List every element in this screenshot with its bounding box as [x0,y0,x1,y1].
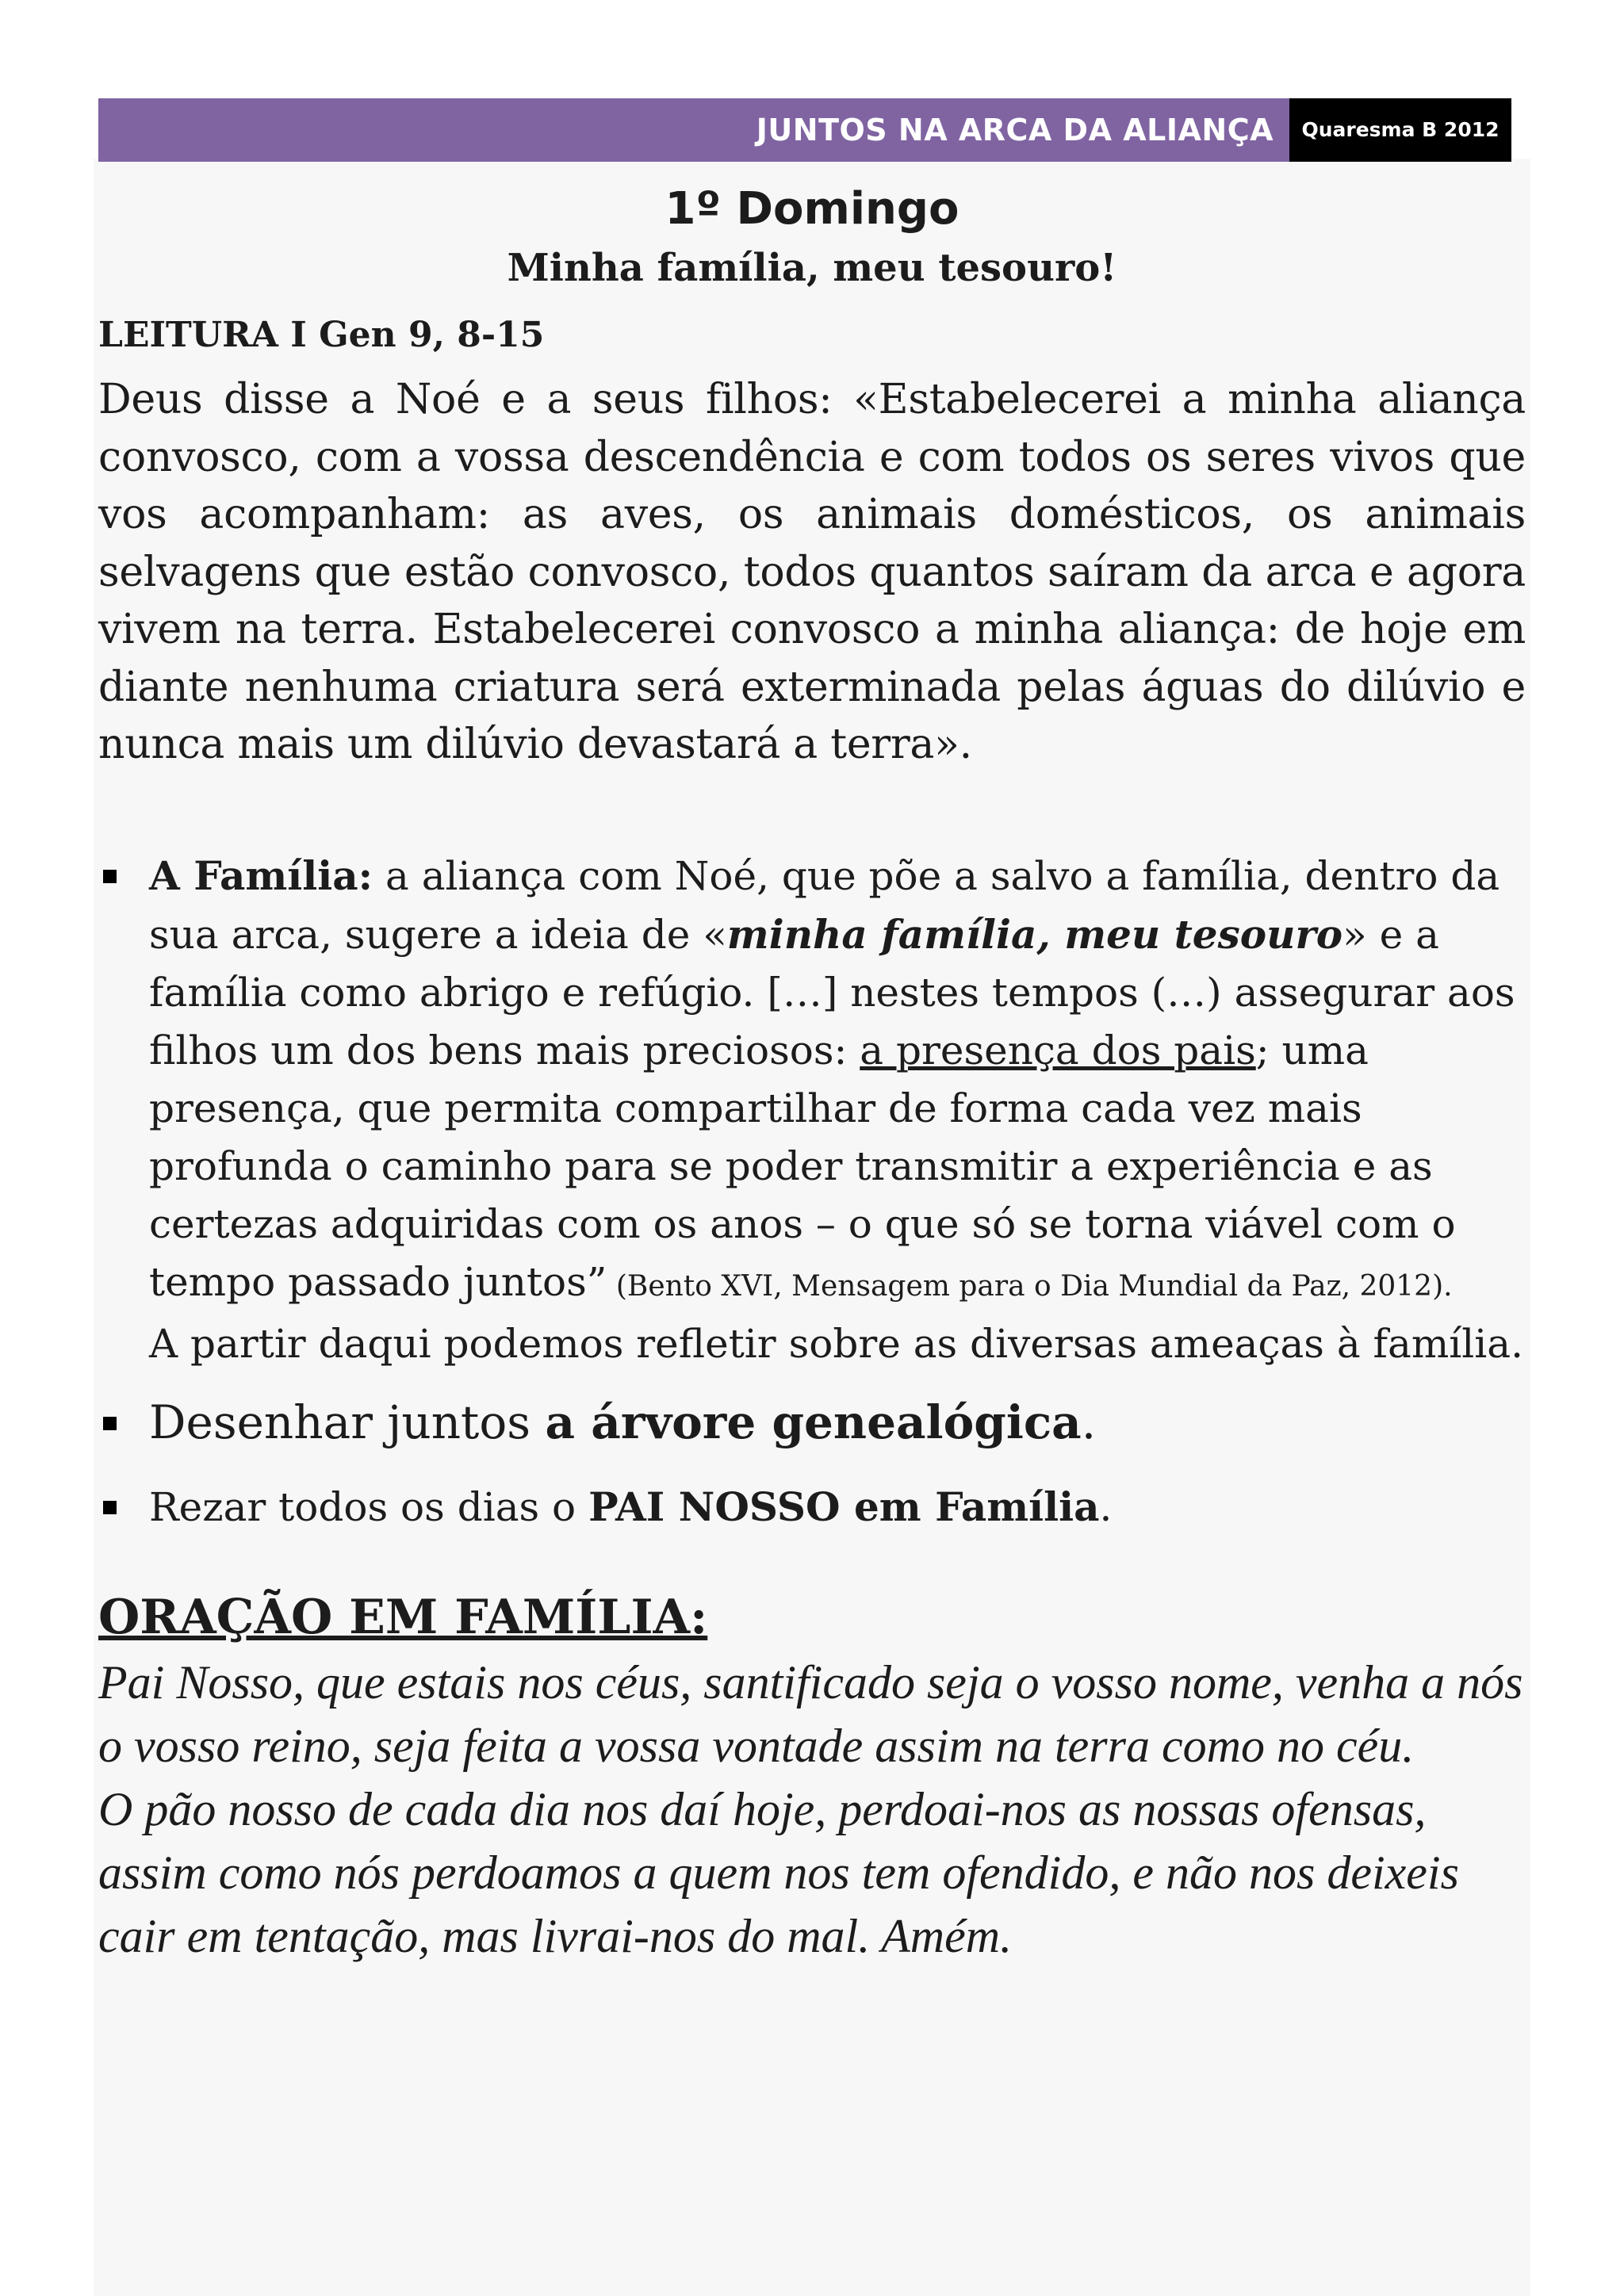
family-underlined: a presença dos pais [860,1027,1256,1073]
prayer-paragraph-2: O pão nosso de cada dia nos daí hoje, perdoai-nos as nossas ofensas, assim como nós perdoamos a quem nos tem ofendido, e não nos deixeis cair em tentação, mas livrai-nos do mal. Amém. [98,1782,1459,1962]
tree-prefix: Desenhar juntos [149,1395,546,1449]
family-citation: (Bento XVI, Mensagem para o Dia Mundial da Paz, 2012). [607,1269,1453,1303]
bullet-list [98,847,1526,1536]
family-text-2: » e a família como abrigo e refúgio. […] nestes tempos (…) assegurar aos filhos um dos bens mais preciosos: [149,911,1515,1073]
header-tag: Quaresma B 2012 [1289,98,1511,162]
page-title: 1º Domingo [665,183,959,235]
square-bullet-icon [103,1501,117,1514]
pray-suffix: . [1099,1483,1113,1530]
family-emphasis: minha família, meu tesouro [726,910,1343,958]
family-label: A Família: [149,851,373,899]
reading-reference: LEITURA I Gen 9, 8-15 [98,315,545,355]
prayer-paragraph-1: Pai Nosso, que estais nos céus, santificado seja o vosso nome, venha a nós o vosso reino, seja feita a vossa vontade assim na terra como no céu. [98,1655,1523,1772]
pray-bold: PAI NOSSO em Família [588,1483,1100,1530]
family-reflection: A partir daqui podemos refletir sobre as diversas ameaças à família. [149,1320,1523,1367]
tree-bold: a árvore genealógica [545,1395,1082,1449]
square-bullet-icon [103,870,117,883]
bullet-family [98,847,1526,1373]
bullet-pray [98,1478,1526,1536]
bullet-tree [98,1391,1526,1454]
page-subtitle: Minha família, meu tesouro! [507,246,1117,290]
prayer-heading: ORAÇÃO EM FAMÍLIA: [98,1589,708,1645]
family-text-3: ; uma presença, que permita compartilhar de forma cada vez mais profunda o caminho para se poder transmitir a experiência e as certezas adquiridas com os anos – o que só se torna viável com o tempo passado juntos” [149,1027,1456,1305]
family-text-1: a aliança com Noé, que põe a salvo a família, dentro da sua arca, sugere a ideia de « [149,852,1500,958]
pray-prefix: Rezar todos os dias o [149,1483,589,1530]
tree-suffix: . [1081,1395,1097,1449]
document-body [98,181,1526,1968]
header-title: JUNTOS NA ARCA DA ALIANÇA [756,113,1274,147]
reading-text: Deus disse a Noé e a seus filhos: «Estabelecerei a minha aliança convosco, com a vossa descendência e com todos os seres vivos que vos acompanham: as aves, os animais domésticos, os animais selvagens que estão convosco, todos quantos saíram da arca e agora vivem na terra. Estabelecerei convosco a minha aliança: de hoje em diante nenhuma criatura será exterminada pelas águas do dilúvio e nunca mais um dilúvio devastará a terra». [98,376,1526,768]
square-bullet-icon [103,1417,117,1430]
header-band [98,98,1511,162]
